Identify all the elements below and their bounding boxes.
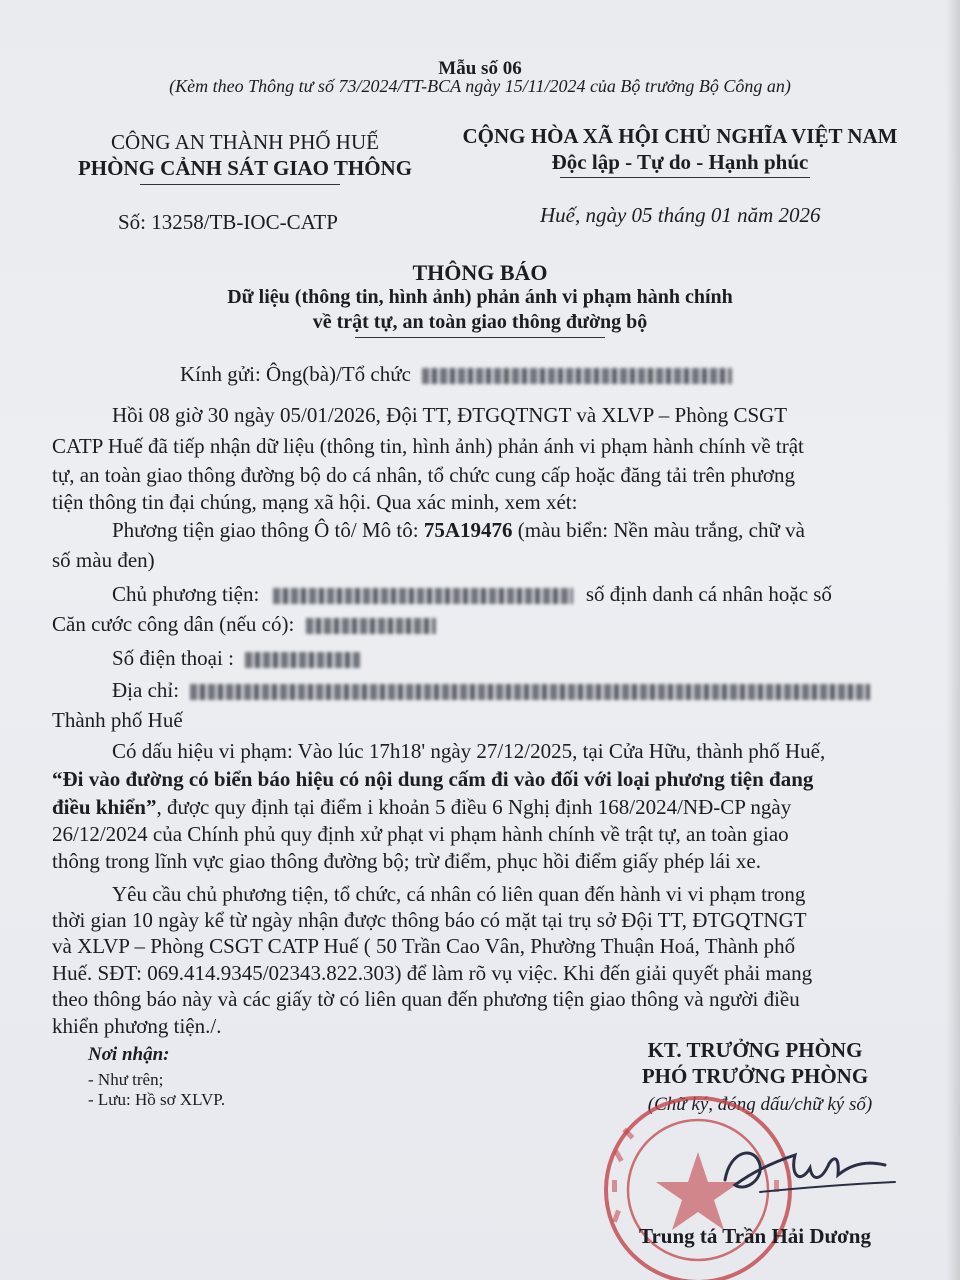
handwritten-signature	[700, 1130, 900, 1210]
signer-name: Trung tá Trần Hải Dương	[639, 1224, 871, 1248]
agency-name: CÔNG AN THÀNH PHỐ HUẾ	[111, 130, 379, 154]
para1-line2: CATP Huế đã tiếp nhận dữ liệu (thông tin, hình ảnh) phản ánh vi phạm hành chính về trật	[52, 434, 804, 458]
page-edge-shadow	[946, 0, 960, 1280]
phone-line	[112, 646, 360, 671]
vehicle-line2: số màu đen)	[52, 548, 155, 572]
request-line4: Huế. SĐT: 069.414.9345/02343.822.303) để làm rõ vụ việc. Khi đến giải quyết phải mang	[52, 961, 813, 985]
notice-subtitle-2: về trật tự, an toàn giao thông đường bộ	[312, 311, 648, 333]
nation-motto: Độc lập - Tự do - Hạnh phúc	[551, 150, 809, 174]
address-label: Địa chỉ:	[112, 678, 180, 702]
motto-underline	[560, 177, 810, 178]
para1-line1: Hồi 08 giờ 30 ngày 05/01/2026, Đội TT, ĐTGQTNGT và XLVP – Phòng CSGT	[112, 403, 788, 427]
owner-label: Chủ phương tiện:	[112, 582, 260, 606]
form-reference: (Kèm theo Thông tư số 73/2024/TT-BCA ngày 15/11/2024 của Bộ trưởng Bộ Công an)	[169, 76, 791, 96]
owner-line	[112, 582, 832, 607]
violation-description: “Đi vào đường có biển báo hiệu có nội dung cấm đi vào đối với loại phương tiện đang	[52, 767, 814, 791]
agency-underline	[140, 184, 340, 185]
redacted-phone	[245, 652, 360, 668]
request-line1: Yêu cầu chủ phương tiện, tổ chức, cá nhân có liên quan đến hành vi vi phạm trong	[112, 882, 806, 906]
notice-subtitle-1: Dữ liệu (thông tin, hình ảnh) phản ánh vi phạm hành chính	[227, 286, 733, 308]
id-label: Căn cước công dân (nếu có):	[52, 612, 295, 636]
id-line	[52, 612, 436, 637]
form-number: Mẫu số 06	[438, 58, 522, 79]
greeting-line	[180, 362, 732, 387]
subtitle-underline	[355, 337, 605, 338]
request-line6: khiển phương tiện./.	[52, 1014, 222, 1038]
address-line	[112, 678, 870, 703]
signature-note: (Chữ ký, đóng dấu/chữ ký số)	[647, 1094, 873, 1115]
redacted-recipient	[422, 368, 732, 384]
signer-title-2: PHÓ TRƯỞNG PHÒNG	[641, 1064, 869, 1088]
vehicle-prefix: Phương tiện giao thông Ô tô/ Mô tô:	[112, 518, 424, 542]
redacted-id	[306, 618, 436, 634]
violation-line2	[52, 795, 791, 820]
license-plate: 75A19476	[423, 518, 513, 542]
nation-title: CỘNG HÒA XÃ HỘI CHỦ NGHĨA VIỆT NAM	[462, 124, 898, 148]
address-line2: Thành phố Huế	[52, 708, 183, 732]
phone-label: Số điện thoại :	[112, 646, 234, 670]
violation-line3: 26/12/2024 của Chính phủ quy định xử phạt vi phạm hành chính về trật tự, an toàn giao	[52, 822, 789, 846]
violation-line4: thông trong lĩnh vực giao thông đường bộ; trừ điểm, phục hồi điểm giấy phép lái xe.	[52, 849, 761, 873]
place-date: Huế, ngày 05 tháng 01 năm 2026	[540, 203, 821, 227]
greeting-label: Kính gửi: Ông(bà)/Tổ chức	[180, 362, 411, 386]
agency-department: PHÒNG CẢNH SÁT GIAO THÔNG	[77, 156, 413, 180]
recipient-item: - Lưu: Hồ sơ XLVP.	[88, 1090, 226, 1109]
owner-suffix: số định danh cá nhân hoặc số	[585, 582, 832, 606]
violation-description-end: điều khiển”	[52, 795, 157, 819]
document-number: Số: 13258/TB-IOC-CATP	[118, 210, 338, 234]
redacted-owner	[273, 588, 573, 604]
para1-line3: tự, an toàn giao thông đường bộ do cá nhân, tổ chức cung cấp hoặc đăng tải trên phương	[52, 463, 796, 487]
redacted-address	[190, 684, 870, 700]
request-line2: thời gian 10 ngày kể từ ngày nhận được thông báo có mặt tại trụ sở Đội TT, ĐTGQTNGT	[52, 908, 807, 932]
recipient-item: - Như trên;	[88, 1070, 164, 1089]
request-line3: và XLVP – Phòng CSGT CATP Huế ( 50 Trần Cao Vân, Phường Thuận Hoá, Thành phố	[52, 934, 796, 958]
signer-title-1: KT. TRƯỞNG PHÒNG	[647, 1038, 863, 1062]
recipients-label: Nơi nhận:	[88, 1044, 170, 1065]
violation-regulation: , được quy định tại điểm i khoản 5 điều 6 Nghị định 168/2024/NĐ-CP ngày	[156, 795, 792, 819]
notice-title: THÔNG BÁO	[412, 260, 548, 285]
request-line5: theo thông báo này và các giấy tờ có liên quan đến phương tiện giao thông và người điều	[52, 987, 800, 1011]
vehicle-suffix: (màu biển: Nền màu trắng, chữ và	[512, 518, 805, 542]
violation-line1: Có dấu hiệu vi phạm: Vào lúc 17h18' ngày 27/12/2025, tại Cửa Hữu, thành phố Huế,	[112, 739, 826, 763]
para1-line4: tiện thông tin đại chúng, mạng xã hội. Qua xác minh, xem xét:	[52, 490, 578, 514]
vehicle-line	[112, 518, 805, 543]
